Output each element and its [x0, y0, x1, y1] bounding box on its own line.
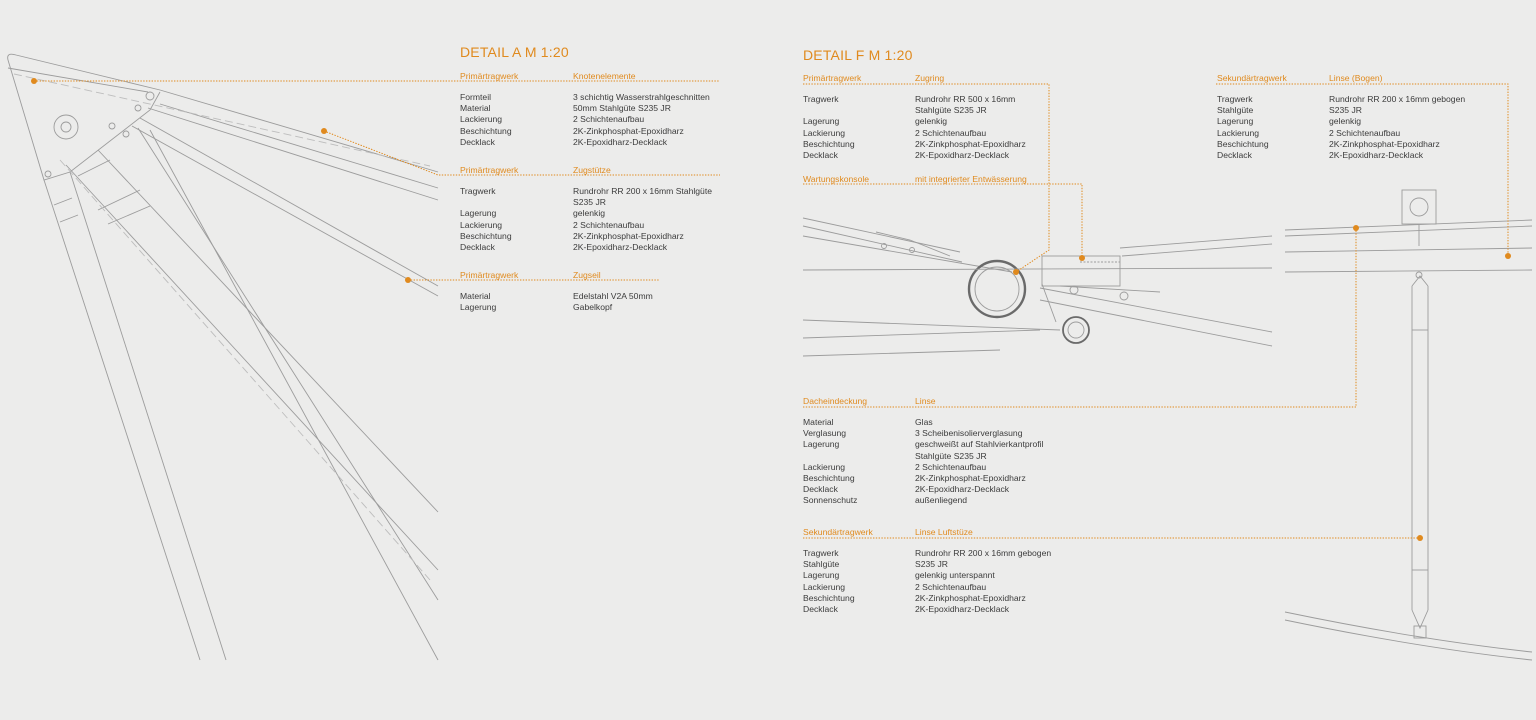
spec-label: Lagerung: [460, 302, 497, 313]
spec-category: Primärtragwerk: [460, 270, 519, 280]
spec-value: [573, 114, 644, 125]
spec-value-line: gelenkig: [573, 208, 606, 219]
spec-label: Lackierung: [803, 127, 846, 138]
spec-row: [460, 302, 653, 313]
spec-value: [915, 593, 1026, 604]
spec-value: [1329, 128, 1400, 139]
spec-value: [915, 428, 1023, 439]
spec-row: [460, 186, 712, 208]
spec-label: Material: [460, 103, 491, 114]
spec-category: Primärtragwerk: [803, 73, 862, 83]
spec-row: [460, 114, 710, 125]
spec-value-line: 2 Schichtenaufbau: [573, 219, 645, 230]
spec-value: [915, 559, 948, 570]
spec-row: [460, 103, 710, 114]
spec-row: [803, 604, 1051, 615]
spec-label: Lackierung: [803, 461, 846, 472]
spec-component: Linse: [915, 396, 936, 406]
spec-row: [1217, 139, 1465, 150]
spec-value-line: 2K-Zinkphosphat-Epoxidharz: [573, 125, 684, 136]
spec-value: [915, 582, 986, 593]
spec-row: [803, 559, 1051, 570]
spec-label: Decklack: [460, 136, 495, 147]
spec-value: [573, 92, 710, 103]
spec-value: [915, 484, 1009, 495]
spec-value-line: 2K-Epoxidharz-Decklack: [1329, 150, 1424, 161]
spec-value-line: 2 Schichtenaufbau: [573, 114, 645, 125]
spec-value-line: 2 Schichtenaufbau: [915, 581, 987, 592]
spec-block-dacheindeckung: [803, 396, 1044, 507]
spec-row: [803, 582, 1051, 593]
spec-value: [915, 94, 1015, 116]
spec-value: [915, 473, 1026, 484]
detail-f-secondary-drawing: [1285, 190, 1532, 660]
spec-row: [803, 94, 1026, 116]
spec-row: [803, 495, 1044, 506]
spec-header: [803, 396, 1044, 408]
spec-row: [460, 231, 712, 242]
spec-row: [1217, 150, 1465, 161]
spec-value: [573, 208, 605, 219]
detail-a-node-drawing: [8, 54, 438, 660]
spec-row: [803, 462, 1044, 473]
spec-row: [803, 548, 1051, 559]
spec-value: [915, 570, 995, 581]
spec-block-linse-bogen: [1217, 73, 1465, 161]
spec-label: Formteil: [460, 92, 492, 102]
spec-value: [915, 116, 947, 127]
spec-component: mit integrierter Entwässerung: [915, 174, 1027, 184]
spec-component: Linse (Bogen): [1329, 73, 1383, 83]
spec-label: Decklack: [803, 484, 838, 495]
spec-label: Stahlgüte: [803, 559, 840, 570]
spec-value: [915, 548, 1051, 559]
spec-block-zugseil: [460, 270, 653, 313]
spec-category: Primärtragwerk: [460, 165, 519, 175]
spec-value-line: S235 JR: [573, 197, 606, 208]
spec-row: [803, 473, 1044, 484]
spec-value-line: 2K-Zinkphosphat-Epoxidharz: [915, 138, 1026, 149]
spec-value: [915, 604, 1009, 615]
spec-value: [1329, 94, 1465, 105]
spec-block-zugstuetze: [460, 165, 712, 253]
spec-value: [915, 128, 986, 139]
detail-f-ring-drawing: [803, 218, 1272, 356]
spec-row: [803, 128, 1026, 139]
spec-row: [803, 417, 1044, 428]
spec-block-zugring: [803, 73, 1026, 161]
spec-row: [803, 428, 1044, 439]
detail-a-leader-dots: [31, 78, 411, 283]
detail-f-title: DETAIL F M 1:20: [803, 47, 913, 63]
spec-row: [460, 92, 710, 103]
spec-value-line: 50mm Stahlgüte S235 JR: [573, 103, 671, 114]
spec-value-line: 2K-Zinkphosphat-Epoxidharz: [915, 592, 1026, 603]
spec-value: [573, 103, 671, 114]
spec-header: [803, 174, 1027, 186]
spec-row: [803, 484, 1044, 495]
spec-row: [803, 150, 1026, 161]
spec-value-line: Edelstahl V2A 50mm: [573, 291, 653, 301]
spec-label: Decklack: [803, 150, 838, 161]
spec-block-wartungskonsole: [803, 174, 1027, 186]
spec-label: Beschichtung: [803, 592, 855, 603]
spec-label: Tragwerk: [803, 94, 839, 104]
spec-header: [460, 270, 653, 282]
spec-row: [803, 116, 1026, 127]
spec-value-line: Gabelkopf: [573, 302, 613, 313]
spec-value-line: 2K-Epoxidharz-Decklack: [915, 484, 1010, 495]
spec-label: Decklack: [1217, 150, 1252, 161]
spec-value-line: geschweißt auf Stahlvierkantprofil: [915, 439, 1044, 450]
spec-label: Lackierung: [803, 581, 846, 592]
spec-value: [573, 186, 712, 208]
spec-row: [460, 126, 710, 137]
spec-value-line: Stahlgüte S235 JR: [915, 450, 987, 461]
spec-label: Beschichtung: [460, 125, 512, 136]
spec-label: Tragwerk: [803, 548, 839, 558]
spec-component: Knotenelemente: [573, 71, 636, 81]
spec-value-line: Glas: [915, 417, 933, 427]
spec-value-line: 2 Schichtenaufbau: [915, 461, 987, 472]
spec-value-line: 2K-Epoxidharz-Decklack: [915, 150, 1010, 161]
spec-value-line: 2K-Epoxidharz-Decklack: [915, 604, 1010, 615]
spec-label: Lagerung: [803, 439, 840, 450]
spec-row: [803, 570, 1051, 581]
spec-component: Zugring: [915, 73, 945, 83]
spec-component: Zugseil: [573, 270, 601, 280]
spec-value: [573, 126, 684, 137]
spec-value: [915, 150, 1009, 161]
spec-label: Decklack: [803, 604, 838, 615]
spec-block-linse-luftstuetze: [803, 527, 1051, 615]
spec-row: [803, 139, 1026, 150]
spec-value: [915, 417, 933, 428]
spec-row: [460, 291, 653, 302]
spec-row: [1217, 94, 1465, 105]
spec-value-line: 2 Schichtenaufbau: [915, 127, 987, 138]
spec-row: [1217, 128, 1465, 139]
spec-label: Lagerung: [1217, 116, 1254, 127]
spec-label: Material: [460, 291, 491, 301]
spec-label: Stahlgüte: [1217, 105, 1254, 116]
spec-label: Material: [803, 417, 834, 427]
spec-value: [573, 242, 667, 253]
spec-row: [460, 137, 710, 148]
spec-value-line: 2 Schichtenaufbau: [1329, 127, 1401, 138]
spec-label: Decklack: [460, 242, 495, 253]
spec-label: Beschichtung: [460, 230, 512, 241]
spec-value: [915, 439, 1044, 461]
spec-label: Lagerung: [803, 570, 840, 581]
spec-header: [460, 165, 712, 177]
spec-label: Beschichtung: [1217, 138, 1269, 149]
spec-label: Tragwerk: [460, 186, 496, 196]
spec-category: Sekundärtragwerk: [1217, 73, 1287, 83]
spec-row: [460, 242, 712, 253]
spec-label: Sonnenschutz: [803, 495, 858, 506]
spec-value-line: 2K-Zinkphosphat-Epoxidharz: [573, 230, 684, 241]
spec-value: [573, 137, 667, 148]
spec-label: Beschichtung: [803, 473, 855, 484]
spec-header: [803, 73, 1026, 85]
spec-value: [1329, 150, 1423, 161]
spec-category: Dacheindeckung: [803, 396, 868, 406]
spec-value: [573, 291, 653, 302]
spec-value-line: Rundrohr RR 200 x 16mm gebogen: [915, 548, 1052, 558]
spec-row: [1217, 105, 1465, 116]
spec-value: [573, 220, 644, 231]
spec-category: Sekundärtragwerk: [803, 527, 873, 537]
spec-value-line: gelenkig: [1329, 116, 1362, 127]
spec-label: Beschichtung: [803, 138, 855, 149]
spec-value-line: 3 schichtig Wasserstrahlgeschnitten: [573, 92, 710, 102]
spec-value: [1329, 116, 1361, 127]
spec-component: Zugstütze: [573, 165, 611, 175]
spec-label: Lackierung: [1217, 127, 1260, 138]
spec-row: [803, 593, 1051, 604]
detail-f-leader-dots: [1013, 225, 1511, 541]
spec-label: Verglasung: [803, 428, 847, 439]
spec-value-line: Rundrohr RR 500 x 16mm: [915, 94, 1016, 104]
spec-row: [460, 208, 712, 219]
spec-value-line: gelenkig: [915, 116, 948, 127]
spec-value-line: gelenkig unterspannt: [915, 570, 995, 581]
spec-header: [1217, 73, 1465, 85]
spec-value: [573, 302, 612, 313]
spec-category: Wartungskonsole: [803, 174, 870, 184]
spec-value-line: 2K-Epoxidharz-Decklack: [573, 136, 668, 147]
spec-label: Lagerung: [803, 116, 840, 127]
spec-value-line: S235 JR: [1329, 105, 1362, 116]
spec-header: [803, 527, 1051, 539]
spec-category: Primärtragwerk: [460, 71, 519, 81]
spec-value: [573, 231, 684, 242]
spec-value-line: 2K-Epoxidharz-Decklack: [573, 242, 668, 253]
spec-value-line: Stahlgüte S235 JR: [915, 105, 987, 116]
spec-value: [915, 495, 967, 506]
spec-value: [1329, 105, 1362, 116]
spec-value-line: 2K-Zinkphosphat-Epoxidharz: [915, 473, 1026, 484]
spec-label: Tragwerk: [1217, 94, 1253, 104]
spec-value-line: außenliegend: [915, 495, 968, 506]
spec-row: [803, 439, 1044, 461]
spec-value-line: 2K-Zinkphosphat-Epoxidharz: [1329, 138, 1440, 149]
spec-value-line: S235 JR: [915, 559, 948, 570]
spec-header: [460, 71, 710, 83]
spec-label: Lagerung: [460, 208, 497, 219]
spec-component: Linse Luftstüze: [915, 527, 973, 537]
spec-value-line: Rundrohr RR 200 x 16mm gebogen: [1329, 94, 1466, 104]
spec-value: [915, 462, 986, 473]
spec-value-line: Rundrohr RR 200 x 16mm Stahlgüte: [573, 186, 713, 196]
spec-label: Lackierung: [460, 219, 503, 230]
spec-value: [1329, 139, 1440, 150]
spec-row: [1217, 116, 1465, 127]
detail-a-title: DETAIL A M 1:20: [460, 44, 569, 60]
spec-value-line: 3 Scheibenisolierverglasung: [915, 428, 1023, 439]
spec-value: [915, 139, 1026, 150]
spec-block-knotenelemente: [460, 71, 710, 148]
spec-row: [460, 220, 712, 231]
spec-label: Lackierung: [460, 114, 503, 125]
